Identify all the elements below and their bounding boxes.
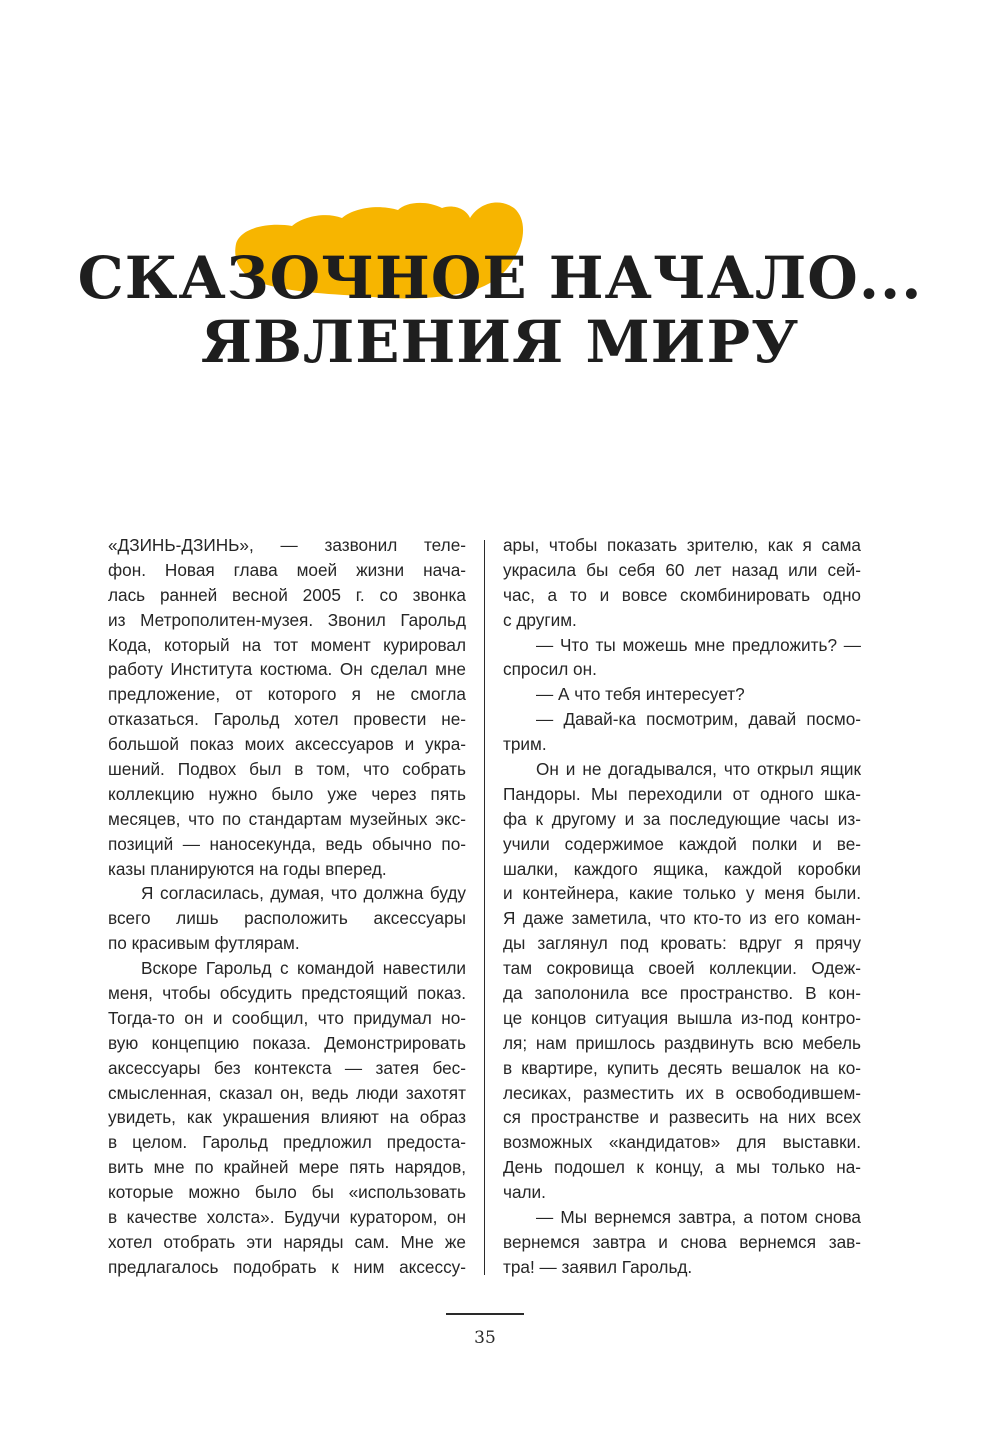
text-line: «ДЗИНЬ-ДЗИНЬ», — зазвонил теле- (108, 535, 466, 555)
text-line: там сокровища своей коллекции. Одеж- (503, 958, 861, 979)
chapter-title-line-2: ЯВЛЕНИЯ МИРУ (200, 308, 800, 376)
text-line: по красивым футлярам. (108, 933, 300, 954)
text-line: — Давай-ка посмотрим, давай посмо- (536, 709, 861, 730)
text-line: предложение, от которого я не смогла (108, 684, 466, 705)
text-line: казы планируются на годы вперед. (108, 858, 387, 879)
text-line: ды заглянул под кровать: вдруг я прячу (503, 933, 861, 954)
text-line: лесиках, разместить их в освободившем- (503, 1082, 861, 1103)
text-line: из Метрополитен-музея. Звонил Гарольд (108, 609, 466, 630)
text-line: месяцев, что по стандартам музейных экс- (108, 808, 466, 829)
text-line: — Мы вернемся завтра, а потом снова (536, 1207, 861, 1228)
text-line: ся пространстве и развесить на них всех (503, 1107, 861, 1128)
text-line: час, а то и вовсе скомбинировать одно (503, 584, 861, 605)
text-line: вернемся завтра и снова вернемся зав- (503, 1231, 861, 1252)
text-line: которые можно было бы «использовать (108, 1182, 466, 1203)
text-line: и контейнера, какие только у меня были. (503, 883, 861, 904)
text-column-left (108, 533, 466, 1280)
text-line: спросил он. (503, 659, 597, 680)
text-line: в целом. Гарольд предложил предоста- (108, 1132, 466, 1153)
chapter-title (0, 246, 1000, 374)
footer-rule (446, 1313, 524, 1315)
text-line: шений. Подвох был в том, что собрать (108, 759, 466, 780)
text-line: фа к другому и за последующие часы из- (503, 808, 861, 829)
text-line: трим. (503, 734, 547, 755)
text-line: меня, чтобы обсудить предстоящий показ. (108, 983, 466, 1004)
text-line: учили содержимое каждой полки и ве- (503, 833, 861, 854)
text-line: украсила бы себя 60 лет назад или сей- (503, 559, 861, 580)
column-divider (484, 540, 485, 1275)
text-line: — А что тебя интересует? (536, 684, 745, 705)
text-line: Я согласилась, думая, что должна буду (141, 883, 466, 904)
text-line: Вскоре Гарольд с командой навестили (141, 958, 466, 979)
text-line: вить мне по крайней мере пять нарядов, (108, 1157, 466, 1178)
text-line: вую концепцию показа. Демонстрировать (108, 1032, 466, 1053)
text-line: — Что ты можешь мне предложить? — (536, 634, 861, 655)
text-line: позиций — наносекунда, ведь обычно по- (108, 833, 466, 854)
text-line: аксессуары без контекста — затея бес- (108, 1057, 466, 1078)
text-line: предлагалось подобрать к ним аксессу- (108, 1256, 466, 1277)
text-line: тра! — заявил Гарольд. (503, 1256, 693, 1277)
text-line: чали. (503, 1182, 546, 1203)
text-line: отказаться. Гарольд хотел провести не- (108, 709, 466, 730)
text-line: шалки, каждого ящика, каждой коробки (503, 858, 861, 879)
text-line: лась ранней весной 2005 г. со звонка (108, 584, 466, 605)
text-line: ля; нам пришлось раздвинуть всю мебель (503, 1032, 861, 1053)
chapter-title-line-1: СКАЗОЧНОЕ НАЧАЛО... (77, 244, 923, 312)
text-line: большой показ моих аксессуаров и укра- (108, 734, 466, 755)
text-line: возможных «кандидатов» для выставки. (503, 1132, 861, 1153)
text-line: смысленная, сказал он, ведь люди захотят (108, 1082, 466, 1103)
text-line: Кода, который на тот момент курировал (108, 634, 466, 655)
page-number: 35 (474, 1328, 496, 1348)
text-line: работу Института костюма. Он сделал мне (108, 659, 466, 680)
text-line: Пандоры. Мы переходили от одного шка- (503, 783, 861, 804)
text-line: в качестве холста». Будучи куратором, он (108, 1207, 466, 1228)
text-line: да заполонила все пространство. В кон- (503, 983, 861, 1004)
text-line: фон. Новая глава моей жизни нача- (108, 559, 466, 580)
text-line: Он и не догадывался, что открыл ящик (536, 759, 861, 780)
text-line: увидеть, как украшения влияют на образ (108, 1107, 466, 1128)
text-line: с другим. (503, 609, 577, 630)
text-line: ары, чтобы показать зрителю, как я сама (503, 535, 861, 555)
text-line: в квартире, купить десять вешалок на ко- (503, 1057, 861, 1078)
text-line: це концов ситуация вышла из-под контро- (503, 1007, 861, 1028)
text-line: всего лишь расположить аксессуары (108, 908, 466, 929)
text-line: Я даже заметила, что кто-то из его коман- (503, 908, 861, 929)
text-column-right (503, 533, 861, 1280)
text-line: Тогда-то он и сообщил, что придумал но- (108, 1007, 466, 1028)
text-line: хотел отобрать эти наряды сам. Мне же (108, 1231, 466, 1252)
text-line: коллекцию нужно было уже через пять (108, 783, 466, 804)
text-line: День подошел к концу, а мы только на- (503, 1157, 861, 1178)
